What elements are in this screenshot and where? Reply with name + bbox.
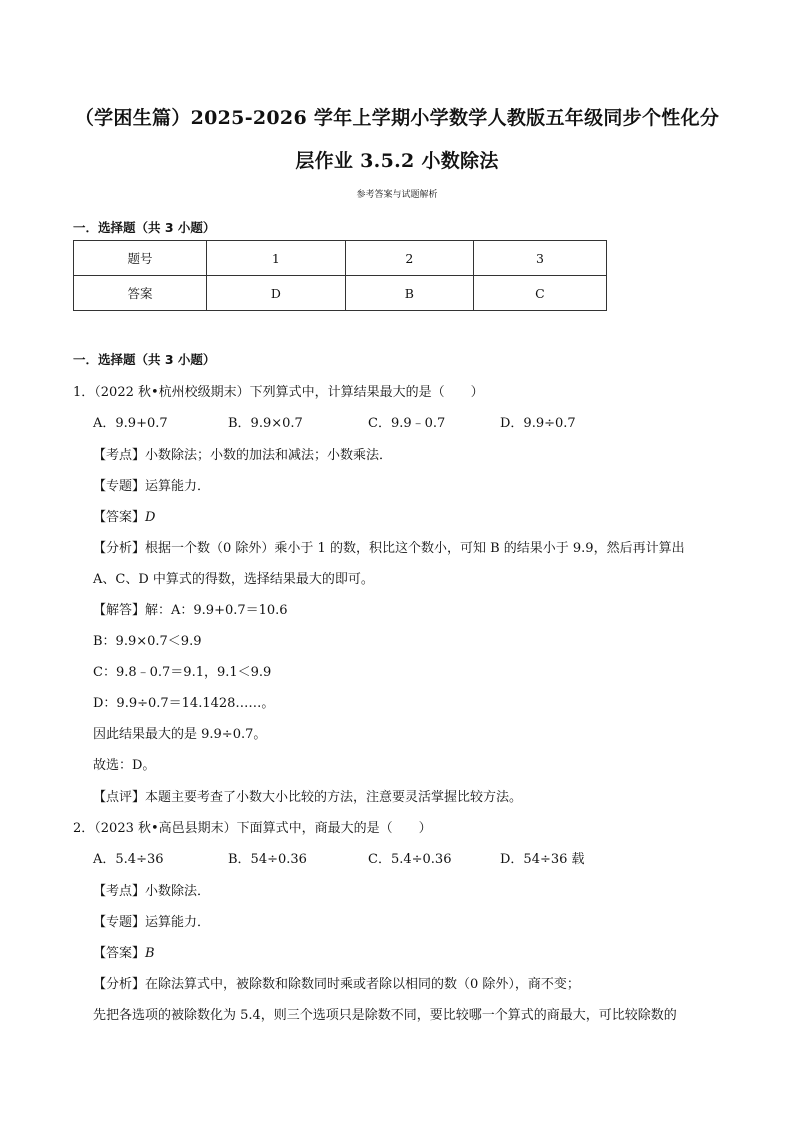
q1-jieda-line-1: 【解答】解：A：9.9+0.7＝10.6 <box>93 603 288 618</box>
table-cell: 1 <box>207 241 346 276</box>
q2-kaodian: 【考点】小数除法． <box>93 884 211 899</box>
q2-option-a: A．5.4÷36 <box>93 852 164 867</box>
table-cell: C <box>473 276 606 311</box>
q2-option-c: C．5.4÷0.36 <box>368 852 452 867</box>
q2-fenxi-line-1: 【分析】在除法算式中，被除数和除数同时乘或者除以相同的数（0 除外），商不变； <box>93 977 580 992</box>
table-row <box>74 241 607 276</box>
question-2-stem: 2．（2023 秋•高邑县期末）下面算式中，商最大的是（ ） <box>73 821 432 836</box>
q1-jieda-line-6: 故选：D。 <box>93 758 156 773</box>
answer-label: 【答案】 <box>93 510 146 525</box>
answer-table <box>73 240 607 311</box>
q1-dianping: 【点评】本题主要考查了小数大小比较的方法，注意要灵活掌握比较方法。 <box>93 790 523 805</box>
q2-answer <box>93 942 155 961</box>
document-title-line-1: （学困生篇）2025-2026 学年上学期小学数学人教版五年级同步个性化分 <box>74 107 720 129</box>
answer-label: 【答案】 <box>93 946 146 961</box>
q2-zhuanti: 【专题】运算能力． <box>93 915 211 930</box>
section-heading-2: 一．选择题（共 3 小题） <box>73 352 216 367</box>
table-row-label: 答案 <box>74 276 207 311</box>
q1-jieda-line-3: C：9.8﹣0.7＝9.1，9.1＜9.9 <box>93 665 272 680</box>
q1-jieda-line-2: B：9.9×0.7＜9.9 <box>93 634 202 649</box>
q1-option-a: A．9.9+0.7 <box>93 416 168 431</box>
q1-option-d: D．9.9÷0.7 <box>500 416 576 431</box>
q1-kaodian: 【考点】小数除法；小数的加法和减法；小数乘法． <box>93 448 393 463</box>
q1-answer <box>93 506 155 525</box>
answer-value: B <box>145 946 155 961</box>
table-cell: B <box>345 276 473 311</box>
q2-fenxi-line-2: 先把各选项的被除数化为 5.4，则三个选项只是除数不同，要比较哪一个算式的商最大，可比较除数的 <box>93 1008 677 1023</box>
q1-zhuanti: 【专题】运算能力． <box>93 479 211 494</box>
document-title-line-2: 层作业 3.5.2 小数除法 <box>295 150 499 172</box>
q1-option-c: C．9.9﹣0.7 <box>368 416 446 431</box>
q2-option-d: D．54÷36 载 <box>500 852 585 867</box>
section-heading: 一．选择题（共 3 小题） <box>73 220 216 235</box>
q1-fenxi-line-2: A、C、D 中算式的得数，选择结果最大的即可。 <box>93 572 374 587</box>
table-row <box>74 276 607 311</box>
q1-fenxi-line-1: 【分析】根据一个数（0 除外）乘小于 1 的数，积比这个数小，可知 B 的结果小于 9.9，然后再计算出 <box>93 541 685 556</box>
q1-option-b: B．9.9×0.7 <box>228 416 303 431</box>
table-cell: 3 <box>473 241 606 276</box>
answer-value: D <box>145 510 156 525</box>
q2-option-b: B．54÷0.36 <box>228 852 307 867</box>
table-cell: 2 <box>345 241 473 276</box>
question-1-stem: 1．（2022 秋•杭州校级期末）下列算式中，计算结果最大的是（ ） <box>73 385 484 400</box>
q1-jieda-line-5: 因此结果最大的是 9.9÷0.7。 <box>93 727 267 742</box>
table-row-label: 题号 <box>74 241 207 276</box>
q1-jieda-line-4: D：9.9÷0.7＝14.1428……。 <box>93 696 275 711</box>
table-cell: D <box>207 276 346 311</box>
document-subtitle: 参考答案与试题解析 <box>356 190 438 200</box>
